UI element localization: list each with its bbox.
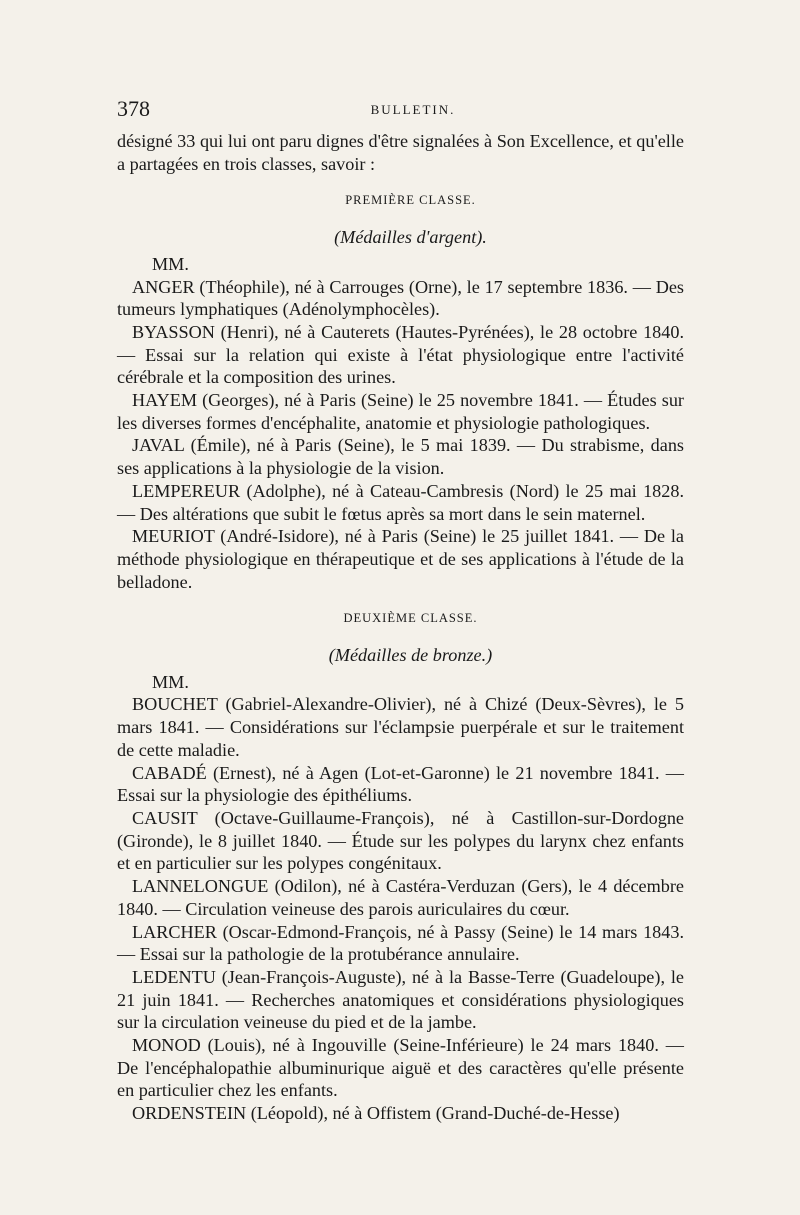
class-1-mm: MM. [152,253,189,274]
entry-cabade: CABADÉ (Ernest), né à Agen (Lot-et-Garonne) le 21 novembre 1841. — Essai sur la physiologie des épithéliums. [117,762,684,806]
entry-bouchet: BOUCHET (Gabriel-Alexandre-Olivier), né à Chizé (Deux-Sèvres), le 5 mars 1841. — Considérations sur l'éclampsie puerpérale et sur le traitement de cette maladie. [117,694,684,760]
class-2-mm: MM. [152,671,189,692]
body-text [117,130,684,1125]
entry-hayem: HAYEM (Georges), né à Paris (Seine) le 25 novembre 1841. — Études sur les diverses formes d'encéphalite, anatomie et physiologie pathologiques. [117,390,684,433]
entry-lannelongue: LANNELONGUE (Odilon), né à Castéra-Verduzan (Gers), le 4 décembre 1840. — Circulation veineuse des parois auriculaires du cœur. [117,876,684,919]
entry-meuriot: MEURIOT (André-Isidore), né à Paris (Seine) le 25 juillet 1841. — De la méthode physiologique en thérapeutique et de ses applications à l'étude de la belladone. [117,526,684,592]
entry-ledentu: LEDENTU (Jean-François-Auguste), né à la Basse-Terre (Guadeloupe), le 21 juin 1841. — Recherches anatomiques et considérations physiologiques sur la circulation veineuse du pied et de la jambe. [117,966,684,1033]
entry-causit: CAUSIT (Octave-Guillaume-François), né à Castillon-sur-Dordogne (Gironde), le 8 juillet 1840. — Étude sur les polypes du larynx chez enfants et en particulier sur les polypes congénitaux. [117,807,684,874]
entry-ordenstein: ORDENSTEIN (Léopold), né à Offistem (Grand-Duché-de-Hesse) [132,1103,620,1124]
class-2-title: DEUXIÈME CLASSE. [343,611,478,626]
entry-larcher: LARCHER (Oscar-Edmond-François, né à Passy (Seine) le 14 mars 1843. — Essai sur la pathologie de la protubérance annulaire. [117,921,684,965]
entry-monod: MONOD (Louis), né à Ingouville (Seine-Inférieure) le 24 mars 1840. — De l'encéphalopathie albuminurique aiguë et des caractères qu'elle présente en particulier chez les enfants. [117,1035,684,1101]
running-head: BULLETIN. [370,102,456,117]
class-1-title: PREMIÈRE CLASSE. [345,193,476,208]
page-header [117,96,684,122]
class-1-subtitle: (Médailles d'argent). [334,227,487,248]
entry-lempereur: LEMPEREUR (Adolphe), né à Cateau-Cambresis (Nord) le 25 mai 1828. — Des altérations que subit le fœtus après sa mort dans le sein maternel. [117,480,684,524]
entry-javal: JAVAL (Émile), né à Paris (Seine), le 5 mai 1839. — Du strabisme, dans ses applications à la physiologie de la vision. [117,435,684,479]
intro-paragraph: désigné 33 qui lui ont paru dignes d'être signalées à Son Excellence, et qu'elle a partagées en trois classes, savoir : [117,131,684,174]
class-2-subtitle: (Médailles de bronze.) [328,645,493,666]
entry-byasson: BYASSON (Henri), né à Cauterets (Hautes-Pyrénées), le 28 octobre 1840. — Essai sur la relation qui existe à l'état physiologique entre l'activité cérébrale et la composition des urines. [117,321,684,388]
entry-anger: ANGER (Théophile), né à Carrouges (Orne), le 17 septembre 1836. — Des tumeurs lymphatiques (Adénolymphocèles). [117,276,684,320]
page-number: 378 [117,96,150,121]
